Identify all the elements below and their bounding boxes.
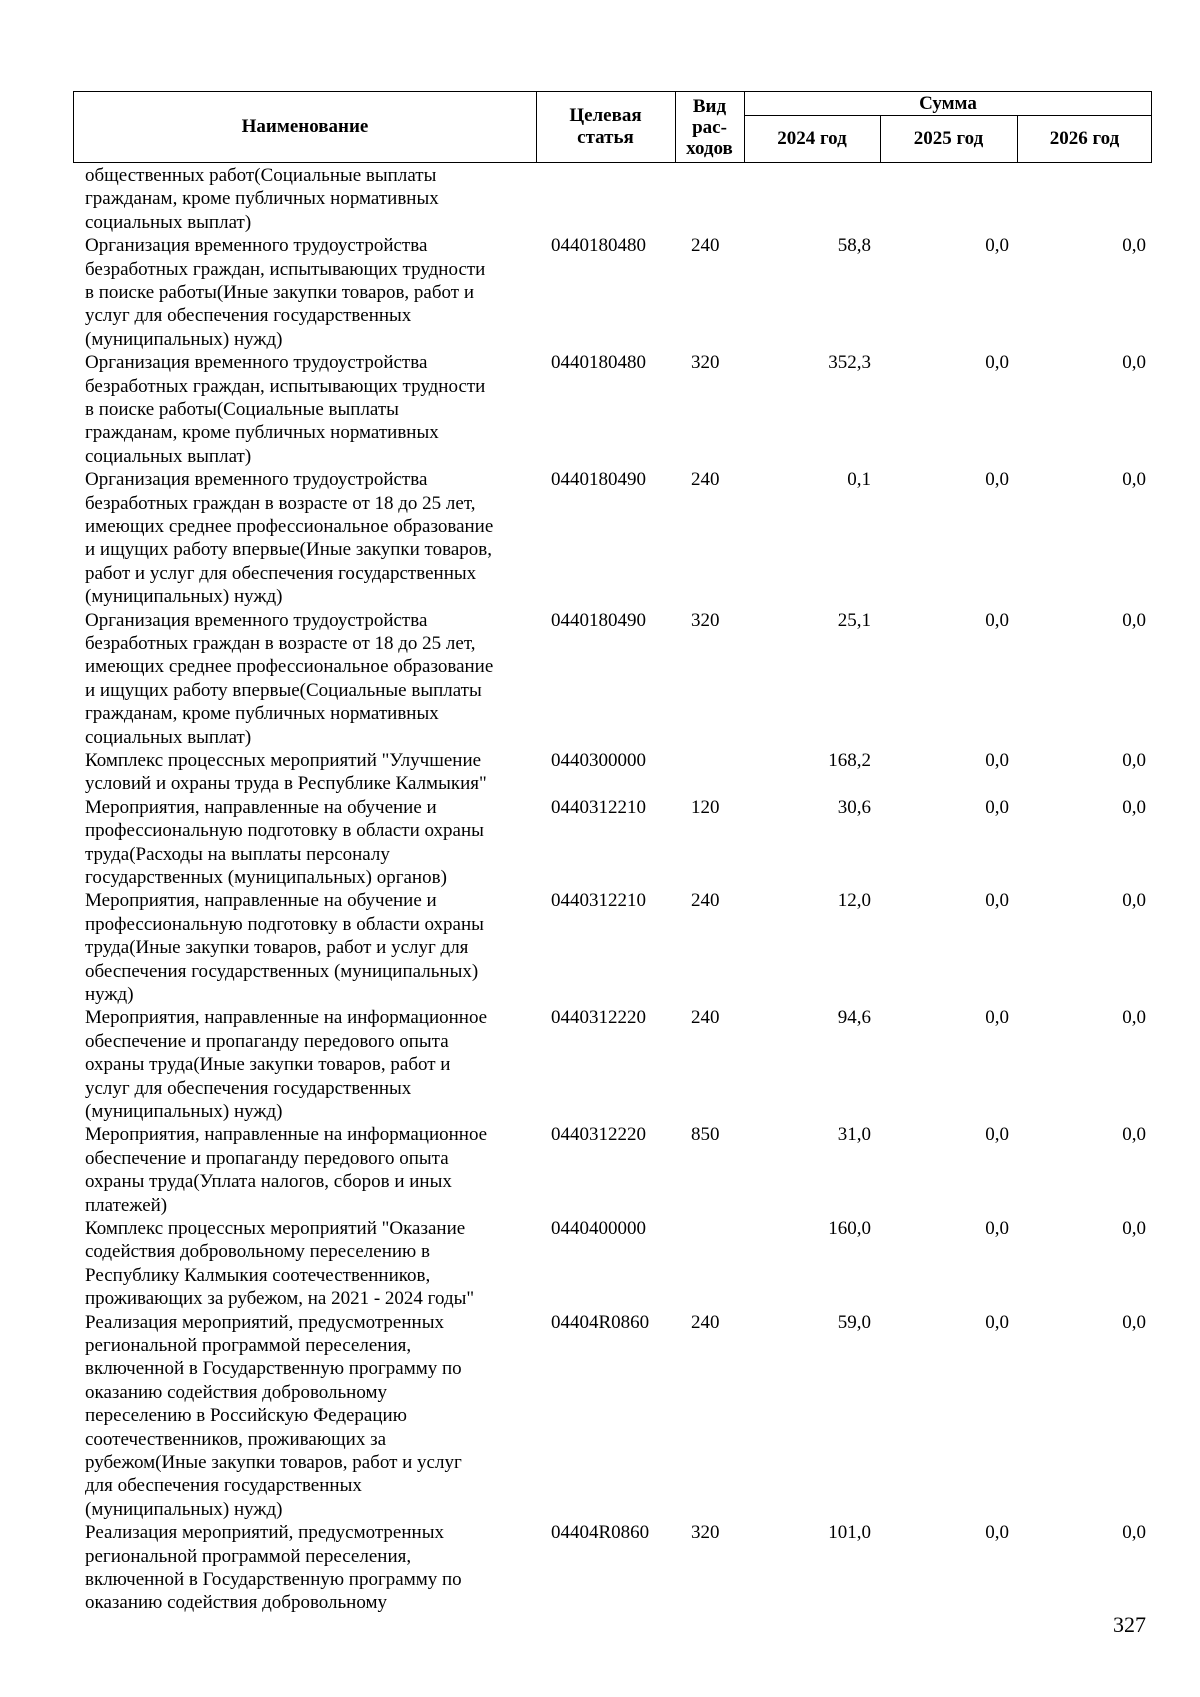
row-expense-kind: 320 bbox=[691, 1522, 720, 1544]
row-expense-kind: 320 bbox=[691, 352, 720, 374]
row-value-2026: 0,0 bbox=[1122, 1217, 1146, 1239]
row-value-2025: 0,0 bbox=[985, 1007, 1009, 1029]
row-value-2026: 0,0 bbox=[1122, 749, 1146, 771]
row-name: Реализация мероприятий, предусмотренных региональной программой переселения, включенной в Государственную программу по оказанию содействия добровольному bbox=[85, 1522, 462, 1614]
table-header bbox=[73, 91, 1152, 163]
table-row bbox=[0, 1006, 1200, 1123]
table-row bbox=[0, 234, 1200, 351]
table-row bbox=[0, 749, 1200, 796]
row-target-article: 0440180490 bbox=[551, 469, 646, 491]
row-value-2025: 0,0 bbox=[985, 235, 1009, 257]
row-name: общественных работ(Социальные выплаты гражданам, кроме публичных нормативных социальных выплат) bbox=[85, 165, 439, 233]
row-value-2026: 0,0 bbox=[1122, 235, 1146, 257]
row-value-2024: 12,0 bbox=[837, 890, 871, 912]
row-value-2026: 0,0 bbox=[1122, 796, 1146, 818]
row-target-article: 0440312210 bbox=[551, 796, 646, 818]
row-name: Мероприятия, направленные на обучение и профессиональную подготовку в области охраны труда(Иные закупки товаров, работ и услуг для обеспечения государственных (муниципальных) нужд) bbox=[85, 890, 484, 1005]
header-sum: Сумма bbox=[919, 92, 977, 114]
row-value-2025: 0,0 bbox=[985, 796, 1009, 818]
row-name: Комплекс процессных мероприятий "Оказание содействия добровольному переселению в Республику Калмыкия соотечественников, проживающих за рубежом, на 2021 - 2024 годы" bbox=[85, 1217, 475, 1310]
row-target-article: 0440312220 bbox=[551, 1007, 646, 1029]
row-value-2026: 0,0 bbox=[1122, 1522, 1146, 1544]
row-target-article: 0440300000 bbox=[551, 749, 646, 771]
row-value-2025: 0,0 bbox=[985, 749, 1009, 771]
row-expense-kind: 120 bbox=[691, 796, 720, 818]
row-name: Организация временного трудоустройства безработных граждан в возрасте от 18 до 25 лет, имеющих среднее профессиональное образование и ищущих работу впервые(Социальные выплаты гражданам, кроме публичных нормативных социальных выплат) bbox=[85, 609, 494, 748]
row-expense-kind: 240 bbox=[691, 235, 720, 257]
row-expense-kind: 240 bbox=[691, 469, 720, 491]
table-row bbox=[0, 609, 1200, 749]
row-value-2024: 25,1 bbox=[837, 609, 871, 631]
row-value-2025: 0,0 bbox=[985, 469, 1009, 491]
row-value-2024: 30,6 bbox=[837, 796, 871, 818]
row-name: Реализация мероприятий, предусмотренных региональной программой переселения, включенной в Государственную программу по оказанию содействия добровольному переселению в Российскую Федерацию соотечественников, проживающих за рубежом(Иные закупки товаров, работ и услуг для обеспечения государственных (муниципальных) нужд) bbox=[85, 1311, 462, 1520]
row-name: Комплекс процессных мероприятий "Улучшение условий и охраны труда в Республике Калмыкия" bbox=[85, 749, 487, 795]
page-number: 327 bbox=[1113, 1612, 1146, 1637]
row-value-2024: 168,2 bbox=[828, 749, 871, 771]
row-name: Мероприятия, направленные на обучение и профессиональную подготовку в области охраны труда(Расходы на выплаты персоналу государственных (муниципальных) органов) bbox=[85, 796, 484, 888]
header-target-article bbox=[536, 92, 675, 162]
table-row bbox=[0, 351, 1200, 468]
row-value-2026: 0,0 bbox=[1122, 1124, 1146, 1146]
header-year-2025: 2025 год bbox=[913, 127, 984, 149]
row-value-2024: 31,0 bbox=[837, 1124, 871, 1146]
row-name: Организация временного трудоустройства безработных граждан, испытывающих трудности в поиске работы(Социальные выплаты гражданам, кроме публичных нормативных социальных выплат) bbox=[85, 352, 486, 467]
row-value-2024: 94,6 bbox=[837, 1007, 871, 1029]
row-target-article: 0440180480 bbox=[551, 235, 646, 257]
row-value-2025: 0,0 bbox=[985, 1217, 1009, 1239]
table-row bbox=[0, 468, 1200, 608]
row-name: Мероприятия, направленные на информационное обеспечение и пропаганду передового опыта охраны труда(Иные закупки товаров, работ и услуг для обеспечения государственных (муниципальных) нужд) bbox=[85, 1007, 488, 1122]
table-body bbox=[0, 164, 1200, 1615]
row-value-2026: 0,0 bbox=[1122, 1311, 1146, 1333]
row-value-2024: 0,1 bbox=[847, 469, 871, 491]
row-value-2024: 59,0 bbox=[837, 1311, 871, 1333]
table-row bbox=[0, 1311, 1200, 1522]
row-value-2025: 0,0 bbox=[985, 609, 1009, 631]
header-year-2026: 2026 год bbox=[1049, 127, 1120, 149]
table-row bbox=[0, 1217, 1200, 1311]
table-row bbox=[0, 1521, 1200, 1615]
row-value-2026: 0,0 bbox=[1122, 469, 1146, 491]
header-name: Наименование bbox=[241, 116, 369, 137]
row-value-2024: 160,0 bbox=[828, 1217, 871, 1239]
row-target-article: 0440312220 bbox=[551, 1124, 646, 1146]
row-value-2024: 352,3 bbox=[828, 352, 871, 374]
row-name: Мероприятия, направленные на информационное обеспечение и пропаганду передового опыта охраны труда(Уплата налогов, сборов и иных платежей) bbox=[85, 1124, 488, 1216]
header-kind-line3: ходов bbox=[686, 137, 733, 159]
row-target-article: 04404R0860 bbox=[551, 1311, 650, 1333]
row-target-article: 0440312210 bbox=[551, 890, 646, 912]
row-value-2025: 0,0 bbox=[985, 352, 1009, 374]
row-value-2026: 0,0 bbox=[1122, 890, 1146, 912]
row-expense-kind: 850 bbox=[691, 1124, 720, 1146]
header-expense-kind bbox=[675, 90, 744, 164]
row-value-2026: 0,0 bbox=[1122, 1007, 1146, 1029]
row-value-2026: 0,0 bbox=[1122, 352, 1146, 374]
header-kind-line1: Вид bbox=[692, 95, 727, 117]
row-value-2026: 0,0 bbox=[1122, 609, 1146, 631]
row-value-2025: 0,0 bbox=[985, 1124, 1009, 1146]
header-target-line2: статья bbox=[577, 127, 634, 148]
row-value-2025: 0,0 bbox=[985, 1522, 1009, 1544]
row-expense-kind: 320 bbox=[691, 609, 720, 631]
row-value-2025: 0,0 bbox=[985, 890, 1009, 912]
row-expense-kind: 240 bbox=[691, 1007, 720, 1029]
row-target-article: 0440180480 bbox=[551, 352, 646, 374]
header-year-2024: 2024 год bbox=[777, 127, 847, 149]
table-row bbox=[0, 796, 1200, 890]
row-value-2024: 58,8 bbox=[837, 235, 871, 257]
row-target-article: 0440180490 bbox=[551, 609, 646, 631]
header-target-line1: Целевая bbox=[569, 105, 642, 126]
table-row bbox=[0, 1123, 1200, 1217]
row-value-2024: 101,0 bbox=[828, 1522, 871, 1544]
row-expense-kind: 240 bbox=[691, 1311, 720, 1333]
row-target-article: 0440400000 bbox=[551, 1217, 646, 1239]
row-expense-kind: 240 bbox=[691, 890, 720, 912]
row-name: Организация временного трудоустройства безработных граждан, испытывающих трудности в поиске работы(Иные закупки товаров, работ и услуг для обеспечения государственных (муниципальных) нужд) bbox=[85, 235, 486, 350]
row-target-article: 04404R0860 bbox=[551, 1522, 650, 1544]
row-value-2025: 0,0 bbox=[985, 1311, 1009, 1333]
header-kind-line2: рас- bbox=[692, 116, 727, 138]
table-row bbox=[0, 889, 1200, 1006]
row-name: Организация временного трудоустройства безработных граждан в возрасте от 18 до 25 лет, имеющих среднее профессиональное образование и ищущих работу впервые(Иные закупки товаров, работ и услуг для обеспечения государственных (муниципальных) нужд) bbox=[85, 469, 494, 608]
table-row bbox=[0, 164, 1200, 234]
